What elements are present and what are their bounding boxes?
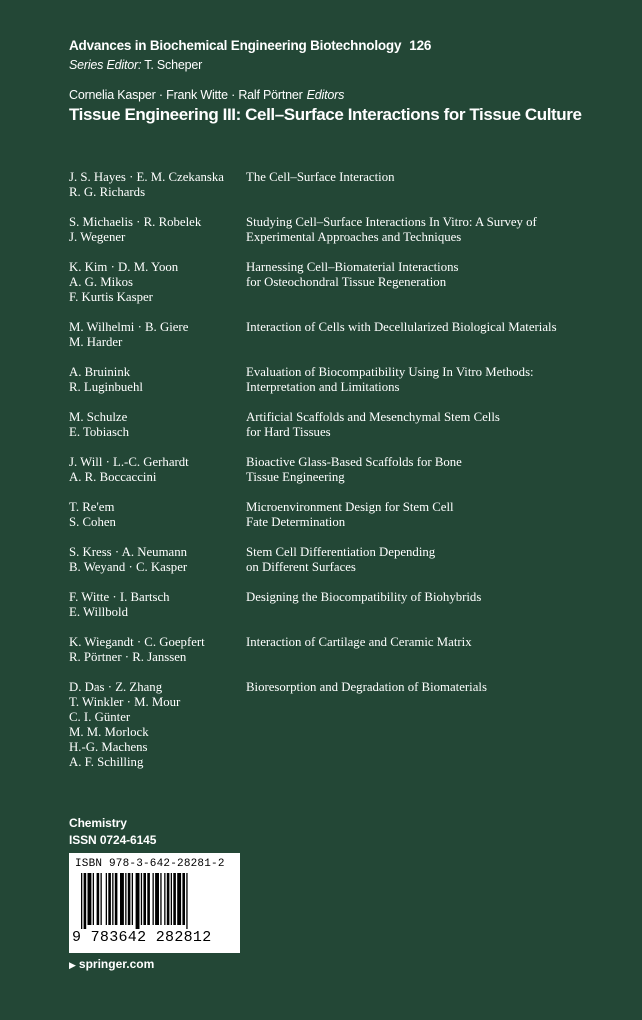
toc-title-line: Interaction of Cartilage and Ceramic Matrix xyxy=(246,635,472,649)
toc-chapter-title xyxy=(246,410,629,440)
toc-title-line: for Hard Tissues xyxy=(246,425,331,439)
toc-authors xyxy=(69,455,246,485)
barcode-bar xyxy=(186,873,187,929)
toc-authors xyxy=(69,320,246,350)
toc-chapter-title xyxy=(246,680,629,770)
barcode-bar xyxy=(173,873,176,925)
toc-title-line: Interaction of Cells with Decellularized Biological Materials xyxy=(246,320,557,334)
toc-author-line: S. Michaelis · R. Robelek xyxy=(69,215,202,229)
toc-authors xyxy=(69,545,246,575)
toc-chapter-title xyxy=(246,545,629,575)
toc-author-line: H.-G. Machens xyxy=(69,740,148,754)
toc-title-line: Fate Determination xyxy=(246,515,346,529)
toc-title-line: Tissue Engineering xyxy=(246,470,345,484)
toc-entry xyxy=(69,365,629,395)
toc-title-line: Interpretation and Limitations xyxy=(246,380,400,394)
toc-chapter-title xyxy=(246,170,629,200)
barcode-bar xyxy=(128,873,131,925)
toc-author-line: E. Willbold xyxy=(69,605,128,619)
barcode-bar xyxy=(160,873,161,925)
toc-authors xyxy=(69,260,246,305)
toc-entry xyxy=(69,500,629,530)
toc-chapter-title xyxy=(246,500,629,530)
toc-author-line: J. Will · L.-C. Gerhardt xyxy=(69,455,189,469)
toc-entry xyxy=(69,410,629,440)
barcode-bar xyxy=(167,873,170,925)
toc-author-line: F. Witte · I. Bartsch xyxy=(69,590,170,604)
toc-title-line: Harnessing Cell–Biomaterial Interactions xyxy=(246,260,459,274)
barcode-bars xyxy=(81,873,229,929)
isbn-text: ISBN 978-3-642-28281-2 xyxy=(75,858,225,870)
toc-title-line: Studying Cell–Surface Interactions In Vitro: A Survey of xyxy=(246,215,537,229)
barcode-bar xyxy=(155,873,159,925)
barcode-bar xyxy=(164,873,165,925)
toc-title-line: Bioresorption and Degradation of Biomaterials xyxy=(246,680,487,694)
toc-chapter-title xyxy=(246,590,629,620)
toc-author-line: T. Re'em xyxy=(69,500,115,514)
toc-entry xyxy=(69,635,629,665)
barcode-bar xyxy=(153,873,154,925)
barcode-bar xyxy=(93,873,94,925)
publisher-url: springer.com xyxy=(78,957,155,971)
series-title: Advances in Biochemical Engineering Biotechnology xyxy=(69,38,402,53)
toc-author-line: M. M. Morlock xyxy=(69,725,149,739)
toc-authors xyxy=(69,635,246,665)
editor-names: Cornelia Kasper · Frank Witte · Ralf Pörtner xyxy=(69,88,303,102)
toc-author-line: K. Wiegandt · C. Goepfert xyxy=(69,635,205,649)
toc-chapter-title xyxy=(246,635,629,665)
barcode-bar xyxy=(136,873,140,929)
toc-author-line: S. Kress · A. Neumann xyxy=(69,545,188,559)
barcode-bar xyxy=(147,873,150,925)
toc-authors xyxy=(69,410,246,440)
toc-author-line: A. G. Mikos xyxy=(69,275,133,289)
series-line xyxy=(69,36,629,56)
toc-entry xyxy=(69,590,629,620)
toc-title-line: Experimental Approaches and Techniques xyxy=(246,230,462,244)
toc-title-line: Bioactive Glass-Based Scaffolds for Bone xyxy=(246,455,462,469)
barcode-digits: 9 783642 282812 xyxy=(72,929,212,946)
toc-author-line: J. S. Hayes · E. M. Czekanska xyxy=(69,170,224,184)
series-editor-label: Series Editor: xyxy=(69,58,142,72)
barcode-bar xyxy=(115,873,118,925)
triangle-right-icon: ▶ xyxy=(69,960,76,970)
publisher-link[interactable] xyxy=(69,956,154,973)
series-editor xyxy=(69,56,629,74)
barcode-bar xyxy=(106,873,107,925)
toc-author-line: R. G. Richards xyxy=(69,185,146,199)
toc-author-line: F. Kurtis Kasper xyxy=(69,290,153,304)
barcode-bar xyxy=(125,873,126,925)
barcode-bar xyxy=(112,873,113,925)
toc-entry xyxy=(69,680,629,770)
toc-title-line: Artificial Scaffolds and Mesenchymal Stem Cells xyxy=(246,410,500,424)
barcode-bar xyxy=(97,873,100,925)
toc-author-line: A. Bruinink xyxy=(69,365,131,379)
toc-author-line: A. F. Schilling xyxy=(69,755,144,769)
editors-role: Editors xyxy=(306,88,345,102)
barcode-bar xyxy=(182,873,185,925)
toc-entry xyxy=(69,455,629,485)
toc-author-line: A. R. Boccaccini xyxy=(69,470,157,484)
toc-authors xyxy=(69,590,246,620)
toc-author-line: K. Kim · D. M. Yoon xyxy=(69,260,179,274)
toc-entry xyxy=(69,320,629,350)
toc-entry xyxy=(69,545,629,575)
toc-author-line: M. Wilhelmi · B. Giere xyxy=(69,320,189,334)
toc-title-line: Designing the Biocompatibility of Biohybrids xyxy=(246,590,482,604)
barcode-bar xyxy=(177,873,181,925)
toc-author-line: R. Pörtner · R. Janssen xyxy=(69,650,187,664)
toc-authors xyxy=(69,170,246,200)
cover-header xyxy=(69,36,629,126)
toc-title-line: on Different Surfaces xyxy=(246,560,356,574)
barcode-bar xyxy=(120,873,124,925)
toc-title-line: Evaluation of Biocompatibility Using In Vitro Methods: xyxy=(246,365,534,379)
toc-author-line: E. Tobiasch xyxy=(69,425,129,439)
toc-chapter-title xyxy=(246,260,629,305)
cover-footer xyxy=(69,815,156,849)
issn-label: ISSN 0724-6145 xyxy=(69,833,157,847)
toc-authors xyxy=(69,680,246,770)
toc-entry xyxy=(69,215,629,245)
barcode-bar xyxy=(108,873,111,925)
toc-author-line: T. Winkler · M. Mour xyxy=(69,695,181,709)
toc-entry xyxy=(69,170,629,200)
barcode-bar xyxy=(143,873,146,925)
barcode-bar xyxy=(101,873,102,925)
toc-chapter-title xyxy=(246,215,629,245)
toc-title-line: Microenvironment Design for Stem Cell xyxy=(246,500,454,514)
barcode-bar xyxy=(132,873,133,925)
toc-author-line: C. I. Günter xyxy=(69,710,131,724)
toc-author-line: S. Cohen xyxy=(69,515,116,529)
barcode-bar xyxy=(171,873,172,925)
barcode-bar xyxy=(141,873,142,925)
toc-title-line: The Cell–Surface Interaction xyxy=(246,170,395,184)
volume-number: 126 xyxy=(409,38,432,53)
toc-chapter-title xyxy=(246,320,629,350)
toc-author-line: B. Weyand · C. Kasper xyxy=(69,560,188,574)
series-editor-name: T. Scheper xyxy=(144,58,203,72)
barcode-bar xyxy=(84,873,87,929)
volume-editors xyxy=(69,86,629,104)
toc-author-line: D. Das · Z. Zhang xyxy=(69,680,163,694)
book-title: Tissue Engineering III: Cell–Surface Interactions for Tissue Culture xyxy=(69,105,582,124)
toc-title-line: Stem Cell Differentiation Depending xyxy=(246,545,436,559)
barcode-bar xyxy=(88,873,92,925)
toc-author-line: M. Harder xyxy=(69,335,123,349)
toc-authors xyxy=(69,365,246,395)
toc-author-line: M. Schulze xyxy=(69,410,128,424)
barcode-bar xyxy=(81,873,82,929)
toc-authors xyxy=(69,500,246,530)
toc-title-line: for Osteochondral Tissue Regeneration xyxy=(246,275,447,289)
toc-chapter-title xyxy=(246,365,629,395)
toc-chapter-title xyxy=(246,455,629,485)
table-of-contents xyxy=(69,170,629,785)
subject-label: Chemistry xyxy=(69,816,127,830)
toc-author-line: J. Wegener xyxy=(69,230,126,244)
toc-author-line: R. Luginbuehl xyxy=(69,380,143,394)
toc-entry xyxy=(69,260,629,305)
isbn-barcode xyxy=(69,853,240,953)
toc-authors xyxy=(69,215,246,245)
